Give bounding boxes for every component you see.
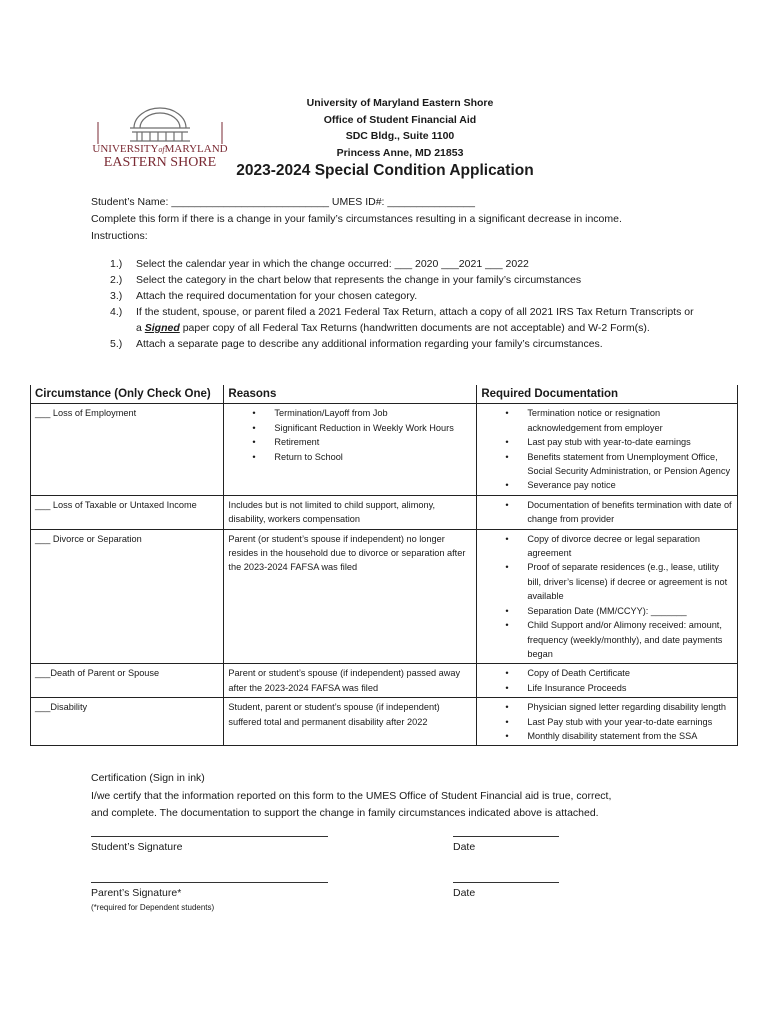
list-item: • Documentation of benefits termination with date of change from provider [527, 498, 733, 527]
circumstance-divorce-separation[interactable]: ___ Divorce or Separation [31, 529, 224, 664]
reasons-text: Student, parent or student’s spouse (if independent) suffered total and permanent disability after 2022 [224, 698, 477, 746]
header-circumstance: Circumstance (Only Check One) [31, 385, 224, 404]
parent-signature-line[interactable] [91, 882, 328, 883]
parent-date-label: Date [453, 887, 476, 899]
instruction-item: 2.) Select the category in the chart below that represents the change in your family’s circumstances [110, 274, 582, 286]
instruction-item: 1.) Select the calendar year in which the change occurred: ___ 2020 ___2021 ___ 2022 [110, 256, 696, 272]
student-signature-label: Student’s Signature [91, 841, 183, 853]
parent-date-line[interactable] [453, 882, 559, 883]
reasons-list [228, 406, 472, 464]
list-item: • Monthly disability statement from the SSA [527, 729, 733, 743]
dependent-note: (*required for Dependent students) [91, 903, 215, 912]
instruction-item: 3.) Attach the required documentation for your chosen category. [110, 290, 418, 302]
intro-text: Complete this form if there is a change in your family’s circumstances resulting in a significant decrease in income. [91, 213, 622, 225]
org-line-2: Office of Student Financial Aid [323, 113, 477, 126]
circumstance-table [30, 385, 738, 746]
list-item: • Last Pay stub with your year-to-date earnings [527, 715, 733, 729]
table-header-row [31, 385, 738, 404]
office-address [295, 95, 505, 161]
logo-line1b: MARYLAND [164, 143, 228, 155]
calendar-year-selection[interactable]: Select the calendar year in which the change occurred: ___ 2020 ___2021 ___ 2022 [136, 258, 529, 270]
list-item: • Termination notice or resignation acknowledgement from employer [527, 406, 733, 435]
table-row [31, 698, 738, 746]
org-line-4: Princess Anne, MD 21853 [336, 146, 464, 159]
svg-text:UNIVERSITYofMARYLAND [92, 143, 227, 155]
list-item: • Proof of separate residences (e.g., lease, utility bill, driver’s license) if decree or agreement is not available [527, 560, 733, 603]
list-item: • Termination/Layoff from Job [274, 406, 472, 420]
docs-list [481, 700, 733, 743]
table-row [31, 529, 738, 664]
circumstance-death[interactable]: ___Death of Parent or Spouse [31, 664, 224, 698]
instruction-item: 5.) Attach a separate page to describe any additional information regarding your family’s circumstances. [110, 338, 603, 350]
list-item: • Child Support and/or Alimony received: amount, frequency (weekly/monthly), and date payments began [527, 618, 733, 661]
rotunda-icon [90, 92, 230, 172]
header-reasons: Reasons [224, 385, 477, 404]
docs-list [481, 498, 733, 527]
signed-emphasis: Signed [144, 322, 180, 334]
student-signature-line[interactable] [91, 836, 328, 837]
table-row [31, 664, 738, 698]
circumstance-loss-of-income[interactable]: ___ Loss of Taxable or Untaxed Income [31, 495, 224, 529]
list-item: • Retirement [274, 435, 472, 449]
list-item: • Copy of Death Certificate [527, 666, 733, 680]
instruction-item: 4.) If the student, spouse, or parent filed a 2021 Federal Tax Return, attach a copy of all 2021 IRS Tax Return Transcripts or a Signed paper copy of all Federal Tax Returns (handwritten documents are not acceptable) and W-2 Form(s). [110, 306, 694, 334]
list-item: • Benefits statement from Unemployment Office, Social Security Administration, or Pension Agency [527, 450, 733, 479]
org-line-3: SDC Bldg., Suite 1100 [345, 130, 455, 142]
certification-heading: Certification (Sign in ink) [91, 772, 205, 784]
parent-signature-label: Parent’s Signature* [91, 887, 182, 899]
student-name-id-field[interactable]: Student’s Name: ___________________________ UMES ID#: _______________ [91, 196, 475, 208]
docs-list [481, 666, 733, 695]
logo-line1: UNIVERSITY [92, 143, 159, 155]
list-item: • Severance pay notice [527, 478, 733, 492]
form-title: 2023-2024 Special Condition Application [236, 162, 534, 179]
instructions-label: Instructions: [91, 230, 148, 242]
instructions-list [110, 256, 696, 352]
table-row [31, 495, 738, 529]
separation-date-field[interactable]: • Separation Date (MM/CCYY): _______ [527, 604, 733, 618]
org-line-1: University of Maryland Eastern Shore [306, 97, 494, 109]
list-item: • Copy of divorce decree or legal separation agreement [527, 532, 733, 561]
header-documentation: Required Documentation [477, 385, 738, 404]
reasons-text: Parent (or student’s spouse if independent) no longer resides in the household due to divorce or separation after the 2023-2024 FAFSA was filed [224, 529, 477, 664]
list-item: • Significant Reduction in Weekly Work Hours [274, 421, 472, 435]
umes-logo [90, 92, 230, 172]
student-date-line[interactable] [453, 836, 559, 837]
logo-of: of [158, 145, 165, 154]
docs-list [481, 532, 733, 662]
table-row [31, 404, 738, 495]
list-item: • Life Insurance Proceeds [527, 681, 733, 695]
circumstance-loss-of-employment[interactable]: ___ Loss of Employment [31, 404, 224, 495]
certification-line-1: I/we certify that the information reported on this form to the UMES Office of Student Financial aid is true, correct, [91, 790, 612, 802]
list-item: • Last pay stub with year-to-date earnings [527, 435, 733, 449]
reasons-text: Includes but is not limited to child support, alimony, disability, workers compensation [224, 495, 477, 529]
student-date-label: Date [453, 841, 476, 853]
circumstance-disability[interactable]: ___Disability [31, 698, 224, 746]
docs-list [481, 406, 733, 492]
list-item: • Return to School [274, 450, 472, 464]
list-item: • Physician signed letter regarding disability length [527, 700, 733, 714]
reasons-text: Parent or student’s spouse (if independent) passed away after the 2023-2024 FAFSA was filed [224, 664, 477, 698]
logo-line2: EASTERN SHORE [103, 155, 217, 170]
certification-line-2: and complete. The documentation to support the change in family circumstances indicated above is attached. [91, 807, 599, 819]
